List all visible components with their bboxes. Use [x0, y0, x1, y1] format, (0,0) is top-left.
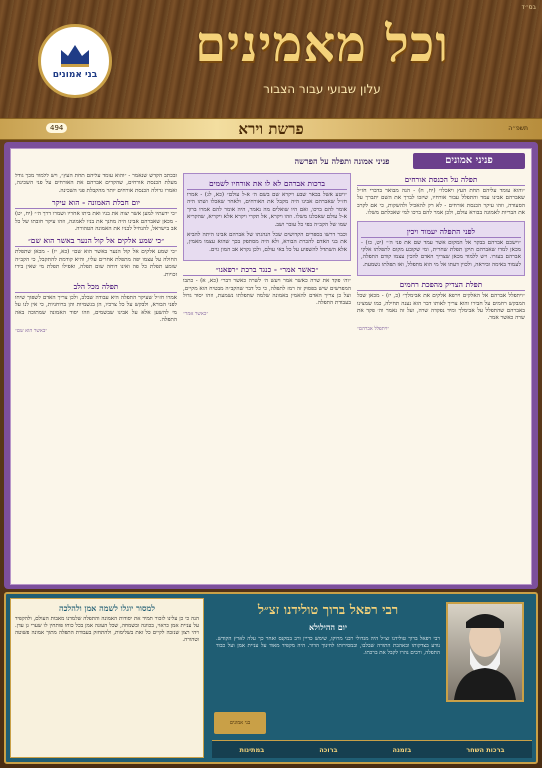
logo — [38, 24, 112, 98]
article-title: ״כי שמע אלקים אל קול הנער באשר הוא שם״ — [15, 236, 177, 247]
column-right — [357, 173, 525, 582]
article-text: ״כי ידעתיו למען אשר יצוה את בניו ואת ביתו אחריו ושמרו דרך ה׳״ (יח, יט) - מכאן שאברהם אבינו היה מחנך את בניו לאמונה, וזהו עיקר חובתו של כל אב בישראל, להנחיל לבניו את האמונה הטהורה. — [15, 211, 177, 233]
article-title: ״כאשר אמר״ - כנגד ברכת ״רפאנו״ — [183, 265, 351, 276]
article-text: ״ויתפלל אברהם אל האלקים וירפא אלקים את אבימלך״ (כ, יז) - מכאן שכל המבקש רחמים על חבירו והוא צריך לאותו דבר הוא נענה תחילה, כמו שמצינו באברהם שהתפלל על אבימלך ומיד נפקדה שרה, ועל זה נאמר וה׳ פקד את שרה כאשר אמר. — [357, 293, 525, 322]
logo-text: בני אמונים — [52, 70, 98, 80]
article-title: יום חבלת האמונה - הוא עיקר — [15, 198, 177, 209]
strip-item: במתינות — [239, 745, 265, 754]
column-middle — [183, 173, 351, 582]
halacha-text: הנה כי כן עלינו לזכור תמיד את יסודות האמונה והתפלה שלמדנו מאבות העולם, ולהקפיד על עניית אמן כראוי, בכוונה ובשמחה, שכל העונה אמן בכל כוחו פותחין לו שערי גן עדן. ויהי רצון שנזכה לקיים כל זאת בשלימות, ולהתחזק בעבודת התפלה מתוך אמונה פשוטה וטהורה. — [15, 616, 199, 643]
article-box — [357, 221, 525, 277]
rabbi-bio: רבי רפאל ברוך טולידנו זצ״ל היה מגדולי רבני מרוקו, שימש כדיין ורב במקנס ואחר כך עלה לארץ הקודש. נודע בצדקותו ובאהבת התורה שבלבו, ובמסירותו לחינוך הדור. היה מקפיד מאוד על עניית אמן ועל כבוד התפלה, ורבים נהרו לקבל את ברכתו. — [216, 636, 440, 656]
masthead-subtitle: עלון שבועי עבור הצבור — [263, 82, 381, 96]
article-title: לפני התפלה יעמוד ויכין — [361, 227, 521, 238]
stamp-logo: בני אמונים — [214, 712, 266, 734]
section-banner: פניני אמונים — [413, 153, 525, 169]
article-text: ובכתב הקדש שנאמר - ״והוא עומד עליהם תחת העץ״, ויש ללמוד מכך גודל מעלת הכנסת אורחים, שהקדים אברהם את האורחים על פני השכינה, ואמרו גדולה הכנסת אורחים יותר מהקבלת פני השכינה. — [15, 173, 177, 194]
article-text: אמרו חז״ל שעיקר התפלה היא עבודה שבלב, ולכן צריך האדם לשפוך שיחו לפני הבורא, ולבקש על כל צרכיו, הן בגשמיות והן ברוחניות, כי אין לנו על מי להשען אלא על אבינו שבשמים, וזהו יסוד האמונה שמתוכה באה התפלה. — [15, 295, 177, 324]
article-text: ״וה׳ פקד את שרה כאשר אמר ויעש ה׳ לשרה כאשר דבר״ (כא, א) - כתבו המפרשים שיש בפסוק זה רמז לתפלה, כי כל דבר שהקב״ה מבטיח הוא מקיים, ועל כן צריך האדם להאמין באמונה שלמה שתפלתו נשמעת, וזהו יסוד גדול בעבודת התפלה. — [183, 278, 351, 307]
article-box — [183, 173, 351, 261]
rabbi-portrait — [446, 602, 524, 702]
article-title: תפלת הצדיק מהפכת רחמים — [357, 280, 525, 291]
header — [0, 0, 542, 118]
halacha-box — [10, 598, 204, 758]
issue-year: תשפ״ה — [508, 125, 528, 132]
strip-item: ברכות השחר — [466, 745, 505, 754]
masthead-title: וכל מאמינים — [194, 14, 450, 73]
parsha-bar — [0, 118, 542, 140]
crown-icon — [58, 42, 92, 68]
article-title: תפלה על הכנסת אורחים — [357, 175, 525, 186]
parsha-name: פרשת וירא — [238, 120, 304, 138]
article-title: תפלה מכל הלב — [15, 282, 177, 293]
article-text: ״כי שמע אלקים אל קול הנער באשר הוא שם״ (כא, יז) - מכאן שתפלת החולה על עצמו יפה מתפלת אחרים עליו, והיא קודמת להתקבל, כי הקב״ה שומע תפלת כל פה ואינו דוחה שום תפלה, ואפילו תפלת מי שאין בידו זכויות. — [15, 249, 177, 278]
rabbi-date: יום ההילולא — [309, 622, 347, 632]
article-text: וכבר דרשו בספרים הקדושים שכל הנהגתו של אברהם אבינו היתה להביא את בני האדם להכרת הבורא, ולא היה מסתפק בכך שהוא עצמו מאמין, אלא השתדל להשפיע על כל באי עולם, ולכן נקרא אב המון גוים. — [187, 232, 347, 253]
article-signature: ״כאשר אמר״ — [183, 310, 209, 317]
strip-item: ברוכה — [319, 745, 338, 754]
halacha-title: למסור יוגלו לשמה אמן ולהלכה — [58, 603, 156, 613]
bh-mark: בס״ד — [521, 4, 536, 11]
article-text: ״ויטע אשל בבאר שבע ויקרא שם בשם ה׳ א-ל עולם״ (כא, לג) - אמרו חז״ל שאברהם אבינו היה מקבל את האורחים, ולאחר שאכלו ושתו היה אומר להם ברכו, ואם היו שואלים מה נאמר, היה אומר להם אמרו ברוך א-ל עולם שאכלנו משלו. וזהו ויקרא, אל תקרי ויקרא אלא ויקריא, שהקריא שמו של הקב״ה בפי כל עובר ושב. — [187, 192, 347, 228]
column-left — [15, 173, 177, 582]
article-signature: ״באשר הוא שם״ — [15, 327, 48, 334]
strip-item: בזמנה — [392, 745, 412, 754]
portrait-icon — [448, 604, 522, 700]
section-banner-subtitle: פניני אמונה ותפלה על הפרשה — [294, 156, 390, 166]
article-title: ברכות אברהם לא לו את אורחיו לשמים — [187, 179, 347, 190]
article-text: ״והוא עומד עליהם תחת העץ ויאכלו״ (יח, ח) - הנה מבואר בדברי חז״ל שאברהם אבינו עמד והתפלל עבור אורחיו, שיזכו לברך את השם יתברך על הסעודה, וזהו עיקר הכנסת אורחים - לא רק להאכיל ולהשקות, כי אם לקרב את הבריות לאמונה בבורא עולם, ולכן אמר להם ברכו למי שאכלתם משלו. — [357, 188, 525, 217]
issue-number: 494 — [46, 123, 67, 133]
rabbi-name: רבי רפאל ברוך טולידנו זצ״ל — [257, 603, 399, 618]
article-text: ״וישכם אברהם בבקר אל המקום אשר עמד שם את פני ה׳״ (יט, כז) - מכאן למדו שאברהם תיקן תפלת שחרית, ומי שקובע מקום לתפלתו אלקי אברהם בעזרו. ויש ללמוד מכאן שצריך האדם להכין עצמו קודם התפלה, לעמוד באימה וביראה, ולכוין דעתו אל מי הוא מתפלל, ואז תפלתו נשמעת. — [361, 239, 521, 268]
footer-strip — [212, 740, 532, 758]
article-signature: ״ויתפלל אברהם״ — [357, 325, 390, 332]
content-area — [10, 148, 532, 585]
